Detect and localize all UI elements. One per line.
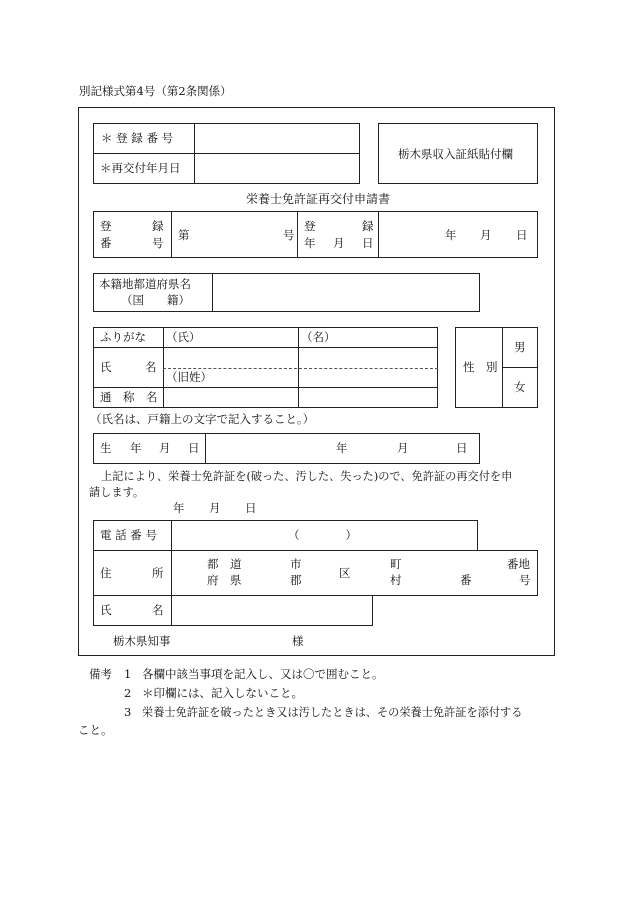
- address-shi: 市: [290, 557, 302, 571]
- reg-date-month: 月: [480, 228, 492, 242]
- birth-label-char: 年: [130, 441, 142, 455]
- go-label: 号: [283, 228, 295, 242]
- alias-label: 通 称 名: [100, 390, 158, 404]
- dai-label: 第: [178, 228, 190, 242]
- addressee-governor: 栃木県知事: [113, 634, 171, 648]
- application-year-unit: 年: [173, 501, 185, 515]
- reg-date-label-char: 録: [362, 219, 374, 233]
- note-1-text: 各欄中該当事項を記入し、又は〇で囲むこと。: [142, 667, 384, 681]
- note-number: 1: [124, 667, 132, 681]
- reg-date-label-char: 登: [304, 219, 316, 233]
- sex-female-option: 女: [514, 380, 526, 394]
- reg-date-label-char: 年: [304, 236, 316, 250]
- address-label-char: 所: [152, 566, 164, 580]
- address-go: 号: [519, 573, 531, 587]
- statement-line-1: 上記により、栄養士免許証を(破った、汚した、失った)ので、免許証の再交付を申: [101, 470, 513, 483]
- reissue-date-label: ＊再交付年月日: [100, 161, 181, 175]
- name-label-char: 氏: [100, 360, 112, 374]
- given-name-label: （名）: [301, 330, 336, 344]
- application-day-unit: 日: [245, 501, 257, 515]
- phone-label: 電 話 番 号: [100, 528, 157, 542]
- domicile-label: 本籍地都道府県名: [99, 277, 191, 291]
- registration-number-label: ＊ 登 録 番 号: [101, 131, 174, 145]
- address-label-char: 住: [100, 566, 112, 580]
- birth-month-unit: 月: [397, 441, 409, 455]
- sex-label: 性 別: [463, 360, 498, 374]
- note-number: 3: [124, 705, 132, 719]
- furigana-label: ふりがな: [100, 330, 146, 344]
- address-todo: 都 道: [207, 557, 242, 571]
- address-gun: 郡: [290, 573, 302, 587]
- application-month-unit: 月: [209, 501, 221, 515]
- name-label-char: 名: [145, 360, 157, 374]
- address-machi: 町: [390, 557, 402, 571]
- note-3-text: 栄養士免許証を破ったとき又は汚したときは、その栄養士免許証を添付する: [142, 706, 523, 719]
- applicant-name-label-char: 名: [152, 603, 164, 617]
- old-surname-label: （旧姓）: [166, 370, 212, 384]
- reg-date-day: 日: [516, 228, 528, 242]
- address-fuken: 府 県: [207, 573, 242, 587]
- notes-title: 備考: [89, 667, 112, 681]
- birth-label-char: 生: [100, 441, 112, 455]
- reg-date-label-char: 月: [333, 236, 345, 250]
- reg-label-char: 号: [152, 236, 164, 250]
- form-number-title: 別記様式第4号（第2条関係）: [79, 84, 232, 98]
- address-banchi: 番地: [507, 557, 530, 571]
- address-mura: 村: [390, 573, 402, 587]
- applicant-name-label-char: 氏: [100, 603, 112, 617]
- birth-label-char: 月: [159, 441, 171, 455]
- address-ban: 番: [460, 573, 472, 587]
- birth-label-char: 日: [188, 441, 200, 455]
- reg-date-label-char: 日: [362, 236, 374, 250]
- reg-label-char: 登: [100, 219, 112, 233]
- note-number: 2: [124, 686, 132, 700]
- address-ku: 区: [339, 566, 351, 580]
- name-note: （氏名は、戸籍上の文字で記入すること。）: [90, 412, 315, 426]
- applicant-name-row: [93, 595, 373, 626]
- reg-label-char: 番: [100, 236, 112, 250]
- note-2-text: ＊印欄には、記入しないこと。: [142, 686, 303, 700]
- phone-area-code-parens: （ ）: [288, 528, 357, 542]
- sex-male-option: 男: [514, 340, 526, 354]
- reg-date-year: 年: [445, 228, 457, 242]
- nationality-label: （国 籍）: [121, 293, 190, 307]
- surname-label: （氏）: [166, 330, 201, 344]
- reg-label-char: 録: [152, 219, 164, 233]
- statement-line-2: 請します。: [89, 486, 145, 499]
- revenue-stamp-label: 栃木県収入証紙貼付欄: [398, 147, 513, 161]
- form-heading: 栄養士免許証再交付申請書: [246, 192, 391, 206]
- note-3-text-continued: こと。: [78, 723, 113, 737]
- addressee-honorific: 様: [292, 634, 304, 648]
- birth-date-row: [93, 433, 480, 464]
- birth-day-unit: 日: [456, 441, 468, 455]
- birth-year-unit: 年: [336, 441, 348, 455]
